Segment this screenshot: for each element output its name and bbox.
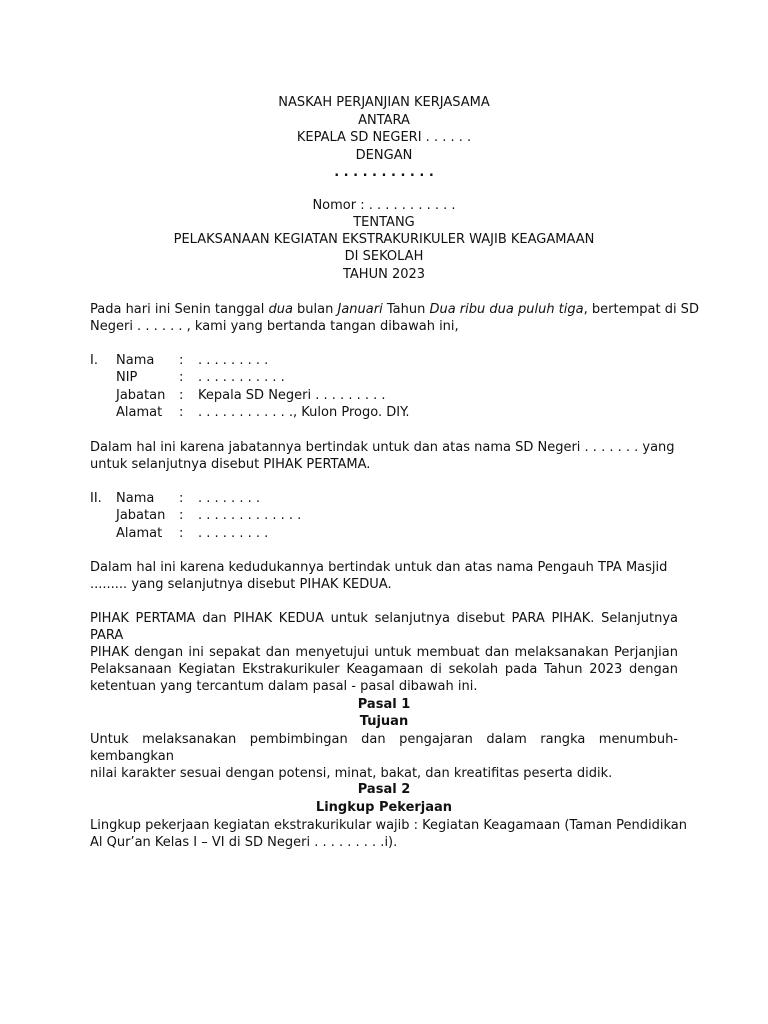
- party2-description: [90, 559, 678, 593]
- party2-row-alamat: Alamat : . . . . . . . . .: [116, 526, 269, 541]
- party1-row-nip: NIP : . . . . . . . . . . .: [116, 370, 285, 385]
- header-title-line5: . . . . . . . . . . .: [334, 165, 434, 180]
- party2-desc-line1: Dalam hal ini karena kedudukannya bertindak untuk dan atas nama Pengauh TPA Masjid: [90, 560, 668, 575]
- party2-row-jabatan: Jabatan : . . . . . . . . . . . . .: [116, 508, 302, 523]
- intro-line2: Negeri . . . . . . , kami yang bertanda tangan dibawah ini,: [90, 319, 459, 334]
- party1-row-jabatan: Jabatan : Kepala SD Negeri . . . . . . . . .: [116, 388, 386, 403]
- agreement-line2: PIHAK dengan ini sepakat dan menyetujui untuk membuat dan melaksanakan Perjanjian: [90, 645, 678, 660]
- party2-row-name: II. Nama : . . . . . . . .: [90, 491, 260, 506]
- document-number: Nomor : . . . . . . . . . . .: [312, 198, 456, 213]
- pasal2-subtitle: Lingkup Pekerjaan: [315, 800, 453, 815]
- party1-desc-line1: Dalam hal ini karena jabatannya bertindak untuk dan atas nama SD Negeri . . . . . . . yang: [90, 440, 675, 455]
- agreement-line4: ketentuan yang tercantum dalam pasal - pasal dibawah ini.: [90, 679, 478, 694]
- pasal1-title: Pasal 1: [357, 697, 411, 712]
- pasal1-subtitle: Tujuan: [359, 714, 409, 729]
- pasal1-line2: nilai karakter sesuai dengan potensi, minat, bakat, dan kreatifitas peserta didik.: [90, 766, 613, 781]
- party1-desc-line2: untuk selanjutnya disebut PIHAK PERTAMA.: [90, 457, 371, 472]
- party1-row-alamat: Alamat : . . . . . . . . . . . ., Kulon Progo. DIY.: [116, 405, 410, 420]
- pasal2-title: Pasal 2: [357, 782, 411, 797]
- header-title-line2: ANTARA: [358, 113, 410, 128]
- pasal2-line1: Lingkup pekerjaan kegiatan ekstrakurikular wajib : Kegiatan Keagamaan (Taman Pendidikan: [90, 818, 688, 833]
- party1-row-name: I. Nama : . . . . . . . . .: [90, 353, 269, 368]
- header-title-line4: DENGAN: [355, 148, 413, 163]
- party2-desc-line2: ......... yang selanjutnya disebut PIHAK KEDUA.: [90, 577, 392, 592]
- party1-description: [90, 439, 678, 473]
- agreement-line1: PIHAK PERTAMA dan PIHAK KEDUA untuk selanjutnya disebut PARA PIHAK. Selanjutnya PARA: [90, 611, 678, 643]
- pasal2-line2: Al Qur’an Kelas I – VI di SD Negeri . . . . . . . . .i).: [90, 835, 398, 850]
- subject-year: TAHUN 2023: [342, 267, 426, 282]
- agreement-paragraph: [90, 610, 678, 695]
- subject-line2: DI SEKOLAH: [344, 249, 424, 264]
- pasal1-line1: Untuk melaksanakan pembimbingan dan pengajaran dalam rangka menumbuh-kembangkan: [90, 732, 678, 764]
- party1-number: I.: [90, 353, 98, 368]
- party2-number: II.: [90, 491, 102, 506]
- pasal2-body: [90, 817, 688, 851]
- intro-paragraph: [90, 301, 699, 335]
- pasal1-body: [90, 731, 678, 782]
- agreement-line3: Pelaksanaan Kegiatan Ekstrakurikuler Keagamaan di sekolah pada Tahun 2023 dengan: [90, 662, 678, 677]
- intro-line1: Pada hari ini Senin tanggal dua bulan Januari Tahun Dua ribu dua puluh tiga, bertempat di SD: [90, 302, 699, 317]
- header-title-line1: NASKAH PERJANJIAN KERJASAMA: [278, 95, 490, 110]
- header-title-line3: KEPALA SD NEGERI . . . . . .: [296, 130, 472, 145]
- subject-line1: PELAKSANAAN KEGIATAN EKSTRAKURIKULER WAJIB KEAGAMAAN: [173, 232, 595, 247]
- tentang-label: TENTANG: [353, 215, 415, 230]
